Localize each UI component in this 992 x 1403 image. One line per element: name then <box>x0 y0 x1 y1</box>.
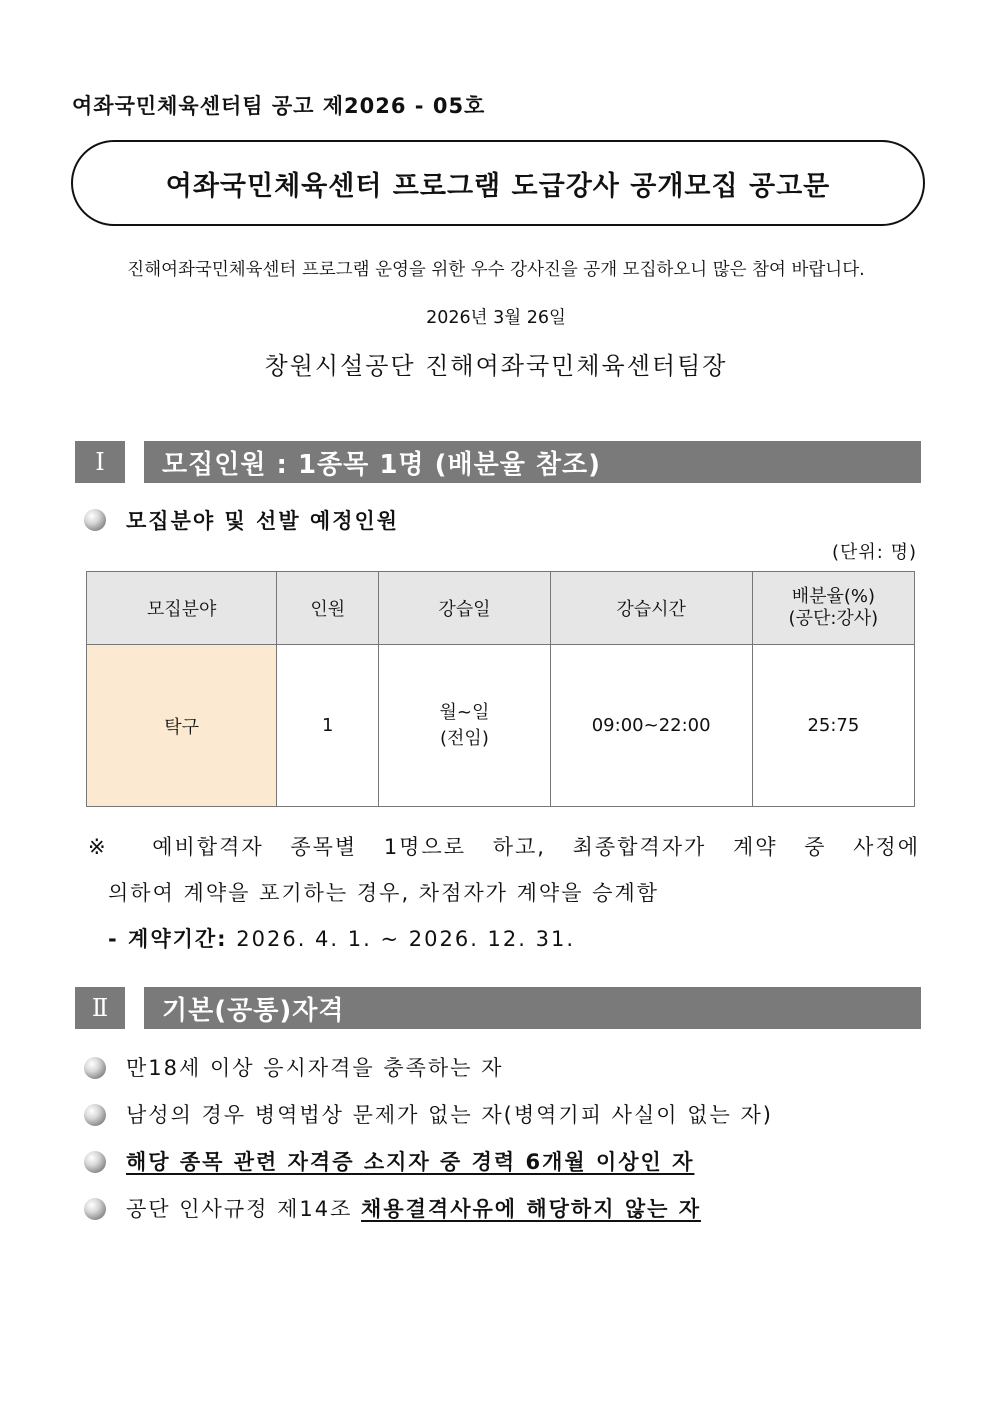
cell-category: 탁구 <box>87 645 277 807</box>
section-1-title: 모집인원 : 1종목 1명 (배분율 참조) <box>144 441 921 483</box>
notice-date: 2026년 3월 26일 <box>426 308 566 328</box>
header-time: 강습시간 <box>550 572 752 645</box>
cell-ratio: 25:75 <box>752 645 914 807</box>
qualification-item: 남성의 경우 병역법상 문제가 없는 자(병역기피 사실이 없는 자) <box>126 1103 773 1127</box>
header-ratio-line1: 배분율(%) <box>791 586 876 607</box>
qualification-item <box>126 1193 701 1223</box>
header-days: 강습일 <box>379 572 550 645</box>
section-1-subheading: 모집분야 및 선발 예정인원 <box>126 509 400 533</box>
contract-period <box>108 916 575 962</box>
header-category: 모집분야 <box>87 572 277 645</box>
recruit-table <box>86 571 915 807</box>
table-row <box>87 645 915 807</box>
header-ratio <box>752 572 914 645</box>
document-title: 여좌국민체육센터 프로그램 도급강사 공개모집 공고문 <box>165 170 831 202</box>
section-1-number: Ⅰ <box>75 441 125 483</box>
qualification-prefix: 공단 인사규정 제14조 <box>126 1197 362 1221</box>
cell-time: 09:00~22:00 <box>550 645 752 807</box>
notice-number: 여좌국민체육센터팀 공고 제2026 - 05호 <box>72 94 486 118</box>
note-line-2: 의하여 계약을 포기하는 경우, 차점자가 계약을 승계함 <box>108 881 660 905</box>
table-header-row <box>87 572 915 645</box>
title-box <box>71 140 925 226</box>
bullet-icon <box>84 1198 106 1220</box>
note-line-1: ※ 예비합격자 종목별 1명으로 하고, 최종합격자가 계약 중 사정에 <box>88 835 920 859</box>
qualification-emphasis: 채용결격사유에 해당하지 않는 자 <box>361 1197 701 1221</box>
cell-days-line1: 월~일 <box>439 701 490 723</box>
header-ratio-line2: (공단:강사) <box>788 608 879 629</box>
contract-period-value: 2026. 4. 1. ~ 2026. 12. 31. <box>236 927 576 951</box>
header-count: 인원 <box>277 572 379 645</box>
intro-text: 진해여좌국민체육센터 프로그램 운영을 위한 우수 강사진을 공개 모집하오니 많은 참여 바랍니다. <box>127 260 865 280</box>
cell-days-line2: (전임) <box>440 727 489 749</box>
bullet-icon <box>84 509 106 531</box>
section-1-header <box>75 441 921 483</box>
bullet-icon <box>84 1104 106 1126</box>
bullet-icon <box>84 1057 106 1079</box>
qualification-item: 해당 종목 관련 자격증 소지자 중 경력 6개월 이상인 자 <box>126 1150 695 1174</box>
section-2-header <box>75 987 921 1029</box>
section-2-number: Ⅱ <box>75 987 125 1029</box>
issuer: 창원시설공단 진해여좌국민체육센터팀장 <box>264 352 728 380</box>
contract-period-label: - 계약기간: <box>108 927 228 951</box>
unit-label: (단위: 명) <box>832 542 917 563</box>
section-2-title: 기본(공통)자격 <box>144 987 921 1029</box>
bullet-icon <box>84 1151 106 1173</box>
qualification-item: 만18세 이상 응시자격을 충족하는 자 <box>126 1056 504 1080</box>
cell-count: 1 <box>277 645 379 807</box>
cell-days <box>379 645 550 807</box>
